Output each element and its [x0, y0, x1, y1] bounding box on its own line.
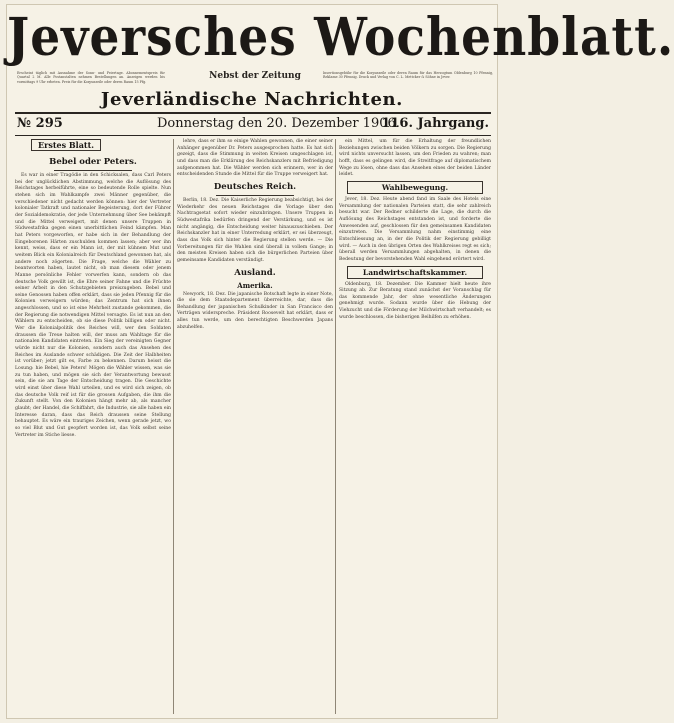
volume-year: 116. Jahrgang.: [381, 116, 489, 131]
headline-rule: [216, 195, 294, 196]
newspaper-page: [6, 4, 674, 719]
section-box-wahlbewegung: Wahlbewegung.: [347, 181, 483, 194]
article-body: Es war in einer Tragödie in den Schicksalen, dass Carl Peters bei der unglücklichen Abstimmung, welche die Auflösung des Reichstages herbeiführte, eine so bedeutende Rolle spielte. Nun stehen sich im Wahlkampfe zwei Männer gegenüber, die verschiedener nicht gedacht werden können: hier der Vertreter kolonialer Tatkraft und nationaler Begeisterung, dort der Führer der Sozialdemokratie, der jede Unternehmung über See bekämpft und die Mittel verweigert, mit denen unsere Truppen in Südwestafrika gegen einen unerbittlichen Feind kämpfen. Man hat Peters vorgeworfen, er habe sich in der Behandlung der Eingeborenen Härten zuschulden kommen lassen; aber wer ihn kennt, weiss, dass er ein Mann ist, der mit kühnem Mut und weitem Blick ein Kolonialreich für Deutschland gewonnen hat, als andere noch zögerten. Die Frage, welche die Wähler zu beantworten haben, lautet nicht, ob man diesem oder jenem Manne persönliche Fehler vorwerfen kann, sondern ob das deutsche Volk gewillt ist, die Ehre seiner Fahne und die Früchte seiner Arbeit in den Schutzgebieten preiszugeben. Bebel und seine Genossen haben offen erklärt, dass sie jeden Pfennig für die Kolonien verweigern würden; das Zentrum hat sich ihnen angeschlossen, und so ist eine Mehrheit zustande gekommen, die der Regierung die notwendigen Mittel versagte. Es ist nun an den Wählern zu entscheiden, ob sie diese Politik billigen oder nicht. Wer die Kolonialpolitik des Reiches will, wer den Soldaten draussen die Treue halten will, der muss am Wahltage für die nationalen Kandidaten eintreten. Ein Sieg der vereinigten Gegner würde nicht nur die Kolonien, sondern auch das Ansehen des Reiches im Auslande schwer schädigen. Die Zeit der Halbheiten ist vorüber; jetzt gilt es, Farbe zu bekennen. Darum heisst die Losung: hie Bebel, hie Peters! Mögen die Wähler wissen, was sie zu tun haben, und mögen sie sich der Verantwortung bewusst sein, die sie am Tage der Entscheidung tragen. Die Geschichte wird einst über diese Wahl urteilen, und es wird sich zeigen, ob das deutsche Volk reif ist für die grossen Aufgaben, die ihm die Zukunft stellt. Von den Kolonien hängt mehr ab, als mancher glaubt; der Handel, die Schiffahrt, die Industrie, sie alle haben ein Interesse daran, dass das Reich draussen seine Stellung behauptet. Es wäre ein trauriges Zeichen, wenn gerade jetzt, wo so viel Blut und Gut geopfert worden ist, das Volk selbst seine Vertreter im Stiche liesse.: [15, 173, 171, 438]
column-3: [339, 139, 491, 714]
issue-date: Donnerstag den 20. Dezember 1906.: [157, 116, 400, 131]
subsection-headline: Amerika.: [237, 280, 273, 290]
section-box-erstes-blatt: Erstes Blatt.: [31, 139, 101, 151]
subscription-info: Erscheint täglich mit Ausnahme der Sonn- und Feiertage. Abonnementspreis für Quartal 2 M. Alle Postanstalten nehmen Bestellungen an. Anzeigen werden bis vormittags 9 Uhr erbeten. Preis für die Korpuszeile oder deren Raum 15 Pfg.: [17, 71, 165, 84]
insertion-info: Insertionsgebühr für die Korpuszeile oder deren Raum für das Herzogtum Oldenburg 10 Pfennig, Reklame 30 Pfennig. Druck und Verlag von C. L. Mettcker & Söhne in Jever.: [323, 71, 493, 80]
section-headline-ausland: Ausland.: [234, 267, 276, 278]
section-headline-deutsches-reich: Deutsches Reich.: [213, 181, 297, 192]
column-1: [15, 139, 171, 714]
article-headline: Bebel oder Peters.: [49, 157, 137, 167]
column-2: [177, 139, 333, 714]
article-body: Oldenburg, 18. Dezember. Die Kammer hielt heute ihre Sitzung ab. Zur Beratung stand zunächst der Voranschlag für das kommende Jahr, der ohne wesentliche Änderungen genehmigt wurde. Sodann wurde über die Hebung der Viehzucht und die Förderung der Milchwirtschaft verhandelt; es wurde beschlossen, die bisherigen Beihilfen zu erhöhen.: [339, 281, 491, 320]
headline-rule: [54, 170, 132, 171]
dateline-rule: [15, 135, 491, 136]
issue-number: № 295: [17, 116, 63, 131]
masthead-title: Jeversches Wochenblatt.: [7, 7, 674, 69]
article-body: Jever, 18. Dez. Heute abend fand im Saale des Hotels eine Versammlung der nationalen Parteien statt, die sehr zahlreich besucht war. Der Redner schilderte die Lage, die durch die Auflösung des Reichstages entstanden ist, und forderte die Anwesenden auf, geschlossen für den gemeinsamen Kandidaten einzutreten. Die Versammlung nahm einstimmig eine Entschliessung an, in der die Politik der Regierung gebilligt wird. — Auch in den übrigen Orten des Wahlkreises regt es sich; überall werden Versammlungen abgehalten, in denen die Bedeutung der bevorstehenden Wahl eingehend erörtert wird.: [339, 196, 491, 262]
column-divider: [173, 139, 174, 714]
subtitle: Jeverländische Nachrichten.: [100, 89, 404, 110]
article-body: Newyork, 18. Dez. Die japanische Botschaft legte in einer Note, die sie dem Staatsdepartement überreichte, dar, dass die Behandlung der japanischen Schulkinder in San Francisco den Verträgen widerspreche. Präsident Roosevelt hat erklärt, dass er alles tun werde, um den berechtigten Beschwerden Japans abzuhelfen.: [177, 291, 333, 330]
supplement-line: Nebst der Zeitung: [209, 71, 301, 81]
dateline: [17, 116, 489, 134]
article-body: lehre, dass er ihm so einige Wahlen gewonnen, die einer seiner Anhänger gegenüber Dr. Peters ausgesprochen hatte. Es hat sich gezeigt, dass die Stimmung in weiten Kreisen umgeschlagen ist, und dass man die Erklärung des Reichskanzlers mit Befriedigung aufgenommen hat. Die Wähler werden sich erinnern, wer in der entscheidenden Stunde die Mittel für die Truppe verweigert hat.: [177, 139, 333, 178]
top-rule: [15, 112, 491, 114]
section-box-landwirtschaftskammer: Landwirtschaftskammer.: [347, 266, 483, 279]
article-body: ein Mittel, um für die Erhaltung der freundlichen Beziehungen zwischen beiden Völkern zu sorgen. Die Regierung wird nichts unversucht lassen, um den Frieden zu wahren; man hofft, dass es gelingen wird, die Streitfrage auf diplomatischem Wege zu lösen, ohne dass das Ansehen eines der beiden Länder leidet.: [339, 139, 491, 178]
column-divider: [335, 139, 336, 714]
article-body: Berlin, 18. Dez. Die Kaiserliche Regierung beabsichtigt, bei der Wiederkehr des neuen Reichstages die Vorlage über den Nachtragsetat sofort wieder einzubringen. Unsere Truppen in Südwestafrika bedürfen dringend der Verstärkung, und es ist nicht angängig, die Entscheidung weiter hinauszuschieben. Der Reichskanzler hat in einer Unterredung erklärt, er sei überzeugt, dass das Volk sich hinter die Regierung stellen werde. — Die Vorbereitungen für die Wahlen sind überall in vollem Gange; in den meisten Kreisen haben sich die bürgerlichen Parteien über gemeinsame Kandidaten verständigt.: [177, 197, 333, 263]
